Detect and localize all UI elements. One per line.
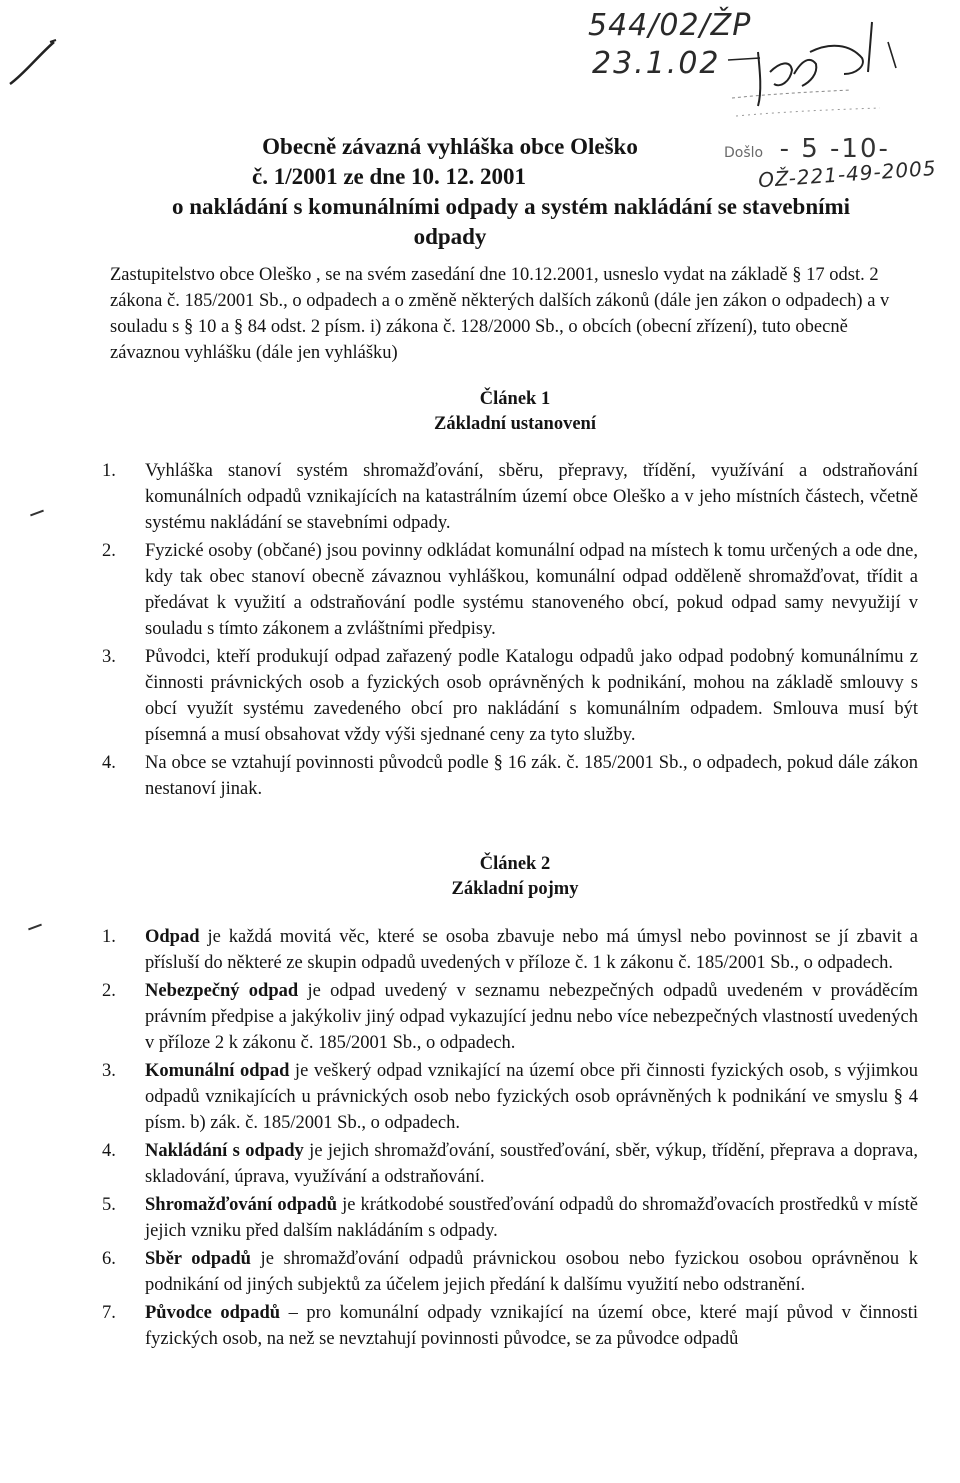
margin-tick-mark	[28, 924, 42, 931]
handwritten-date: 23.1.02	[592, 46, 721, 81]
list-item	[102, 1300, 918, 1352]
title-line-3: o nakládání s komunálními odpady a systém nakládání se stavebními	[172, 194, 851, 219]
list-item	[102, 1058, 918, 1136]
margin-tick-mark	[30, 510, 44, 517]
item-term: Nakládání s odpady	[145, 1141, 304, 1161]
list-item	[102, 924, 918, 976]
preamble	[110, 262, 910, 366]
item-text: je jejich shromažďování, soustřeďování, sběr, výkup, třídění, přeprava a doprava, skladování, úprava, využívání a odstraňování.	[145, 1141, 918, 1187]
item-number: 4.	[102, 753, 116, 773]
item-number: 7.	[102, 1303, 116, 1323]
article-2-title: Článek 2	[479, 854, 551, 874]
title-line-2: č. 1/2001 ze dne 10. 12. 2001	[252, 164, 527, 189]
item-number: 1.	[102, 461, 116, 481]
stamp-date: - 5 -10-	[779, 134, 890, 164]
item-number: 3.	[102, 647, 116, 667]
handwritten-slash-mark	[4, 34, 64, 94]
item-text: Fyzické osoby (občané) jsou povinny odkládat komunální odpad na místech k tomu určených a ode dne, kdy tak obec stanoví obecně závaznou vyhláškou, komunální odpad odděleně shromažďovat, třídit a předávat k využití a odstraňování podle systému stanoveného obcí, pokud odpad samy nevyužijí v souladu s tímto zákonem a zvláštními předpisy.	[145, 541, 918, 639]
list-item	[102, 1246, 918, 1298]
preamble-text: Zastupitelstvo obce Oleško , se na svém zasedání dne 10.12.2001, usneslo vydat na základě § 17 odst. 2 zákona č. 185/2001 Sb., o odpadech a o změně některých dalších zákonů (dále jen zákon o odpadech) a v souladu s § 10 a § 84 odst. 2 písm. i) zákona č. 128/2000 Sb., o obcích (obecní zřízení), tuto obecně závaznou vyhlášku (dále jen vyhlášku)	[110, 265, 890, 363]
list-item	[102, 458, 918, 536]
title-line-1: Obecně závazná vyhláška obce Oleško	[262, 134, 638, 159]
item-term: Shromažďování odpadů	[145, 1195, 338, 1215]
item-text: je krátkodobé soustřeďování odpadů do shromažďovacích prostředků v místě jejich vzniku před dalším nakládáním s odpady.	[145, 1195, 918, 1241]
item-number: 3.	[102, 1061, 116, 1081]
item-text: Na obce se vztahují povinnosti původců podle § 16 zák. č. 185/2001 Sb., o odpadech, pokud dále zákon nestanoví jinak.	[145, 753, 918, 799]
article-1-heading	[0, 387, 960, 437]
item-number: 6.	[102, 1249, 116, 1269]
list-item	[102, 978, 918, 1056]
item-number: 1.	[102, 927, 116, 947]
item-text: – pro komunální odpady vznikající na území obce, které mají původ v činnosti fyzických osob, na než se nevztahují povinnosti původce, se za původce odpadů	[145, 1303, 918, 1349]
item-term: Komunální odpad	[145, 1061, 290, 1081]
signature-image	[640, 12, 930, 132]
item-text: je shromažďování odpadů právnickou osobou nebo fyzickou osobou oprávněnou k podnikání od jiných subjektů za účelem jejich předání k dalšímu využití nebo odstranění.	[145, 1249, 918, 1295]
list-item	[102, 1138, 918, 1190]
article-2-subtitle: Základní pojmy	[451, 879, 579, 899]
article-1-list	[102, 458, 918, 804]
item-number: 2.	[102, 981, 116, 1001]
item-term: Původce odpadů	[145, 1303, 281, 1323]
list-item	[102, 1192, 918, 1244]
item-text: je každá movitá věc, které se osoba zbavuje nebo má úmysl nebo povinnost se jí zbavit a přísluší do některé ze skupin odpadů uvedených v příloze č. 1 k zákonu č. 185/2001 Sb., o odpadech.	[145, 927, 918, 973]
item-number: 4.	[102, 1141, 116, 1161]
article-2-list	[102, 924, 918, 1354]
article-1-title: Článek 1	[479, 389, 551, 409]
item-term: Sběr odpadů	[145, 1249, 251, 1269]
item-number: 2.	[102, 541, 116, 561]
item-text: je veškerý odpad vznikající na území obce při činnosti fyzických osob, s výjimkou odpadů vznikajících u právnických osob nebo fyzických osob oprávněných k podnikání ve smyslu § 4 písm. b) zák. č. 185/2001 Sb., o odpadech.	[145, 1061, 918, 1133]
item-term: Nebezpečný odpad	[145, 981, 299, 1001]
item-text: je odpad uvedený v seznamu nebezpečných odpadů uvedeném v prováděcím právním předpise a jakýkoliv jiný odpad vykazující jednu nebo více nebezpečných vlastností uvedených v příloze 2 k zákonu č. 185/2001 Sb., o odpadech.	[145, 981, 918, 1053]
title-line-4: odpady	[413, 224, 487, 249]
item-number: 5.	[102, 1195, 116, 1215]
list-item	[102, 750, 918, 802]
list-item	[102, 538, 918, 642]
stamp-label: Došlo	[724, 145, 764, 161]
item-text: Původci, kteří produkují odpad zařazený podle Katalogu odpadů jako odpad podobný komunálnímu z činnosti právnických osob a fyzických osob oprávněných k podnikání, mohou na základě smlouvy s obcí využít systému zavedeného obcí pro nakládání s komunálním odpadem. Smlouva musí být písemná a musí obsahovat vždy výši sjednané ceny za tyto služby.	[145, 647, 918, 745]
handwritten-file-number: OŽ-221-49-2005	[757, 155, 938, 193]
article-2-heading	[0, 852, 960, 902]
article-1-subtitle: Základní ustanovení	[434, 414, 596, 434]
item-term: Odpad	[145, 927, 200, 947]
list-item	[102, 644, 918, 748]
handwritten-reference: 544/02/ŽP	[588, 8, 752, 43]
item-text: Vyhláška stanoví systém shromažďování, sběru, přepravy, třídění, využívání a odstraňování komunálních odpadů vznikajících na katastrálním území obce Oleško a v jeho místních částech, včetně systému nakládání se stavebními odpady.	[145, 461, 918, 533]
